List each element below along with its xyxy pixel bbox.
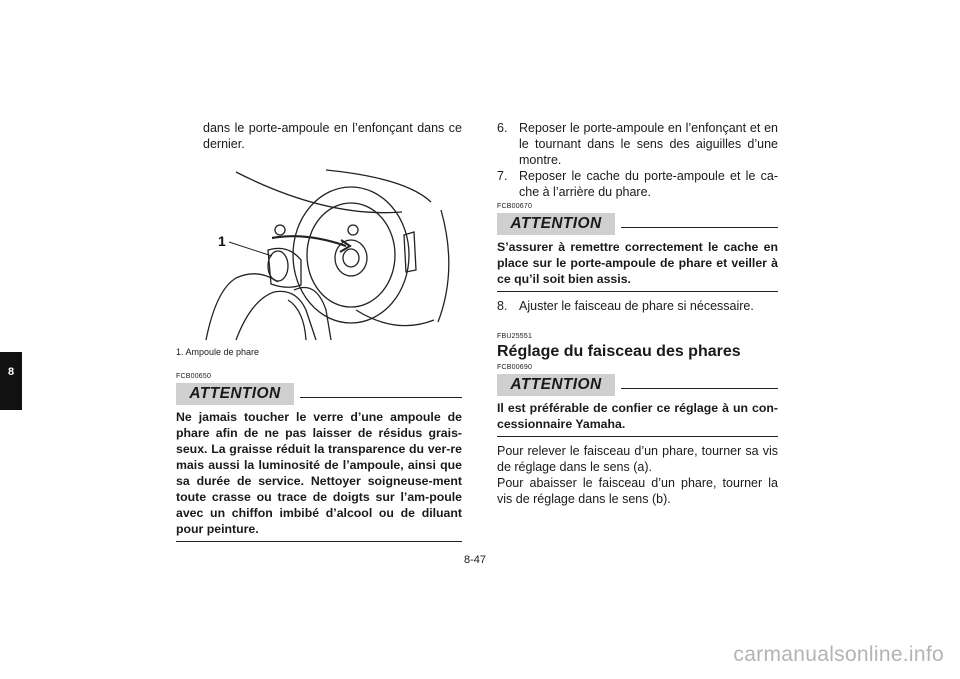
step-number: 7.: [497, 169, 508, 183]
paragraph: Pour relever le faisceau d’un phare, tourner sa vis de réglage dans le sens (a).: [497, 444, 778, 474]
continuation-text: dans le porte-ampoule en l’enfonçant dans ce dernier.: [203, 121, 462, 151]
bulb-illustration: [176, 160, 462, 340]
attention-header: [176, 383, 462, 405]
attention-code: FCB00670: [497, 203, 533, 210]
step-text: Reposer le porte-ampoule en l’enfonçant et en le tournant dans le sens des aiguilles d’une montre.: [519, 121, 778, 167]
figure-label: 1: [218, 233, 226, 249]
attention-header: [497, 213, 778, 235]
attention-rule: [300, 397, 462, 398]
right-column: [497, 120, 778, 507]
step-number: 6.: [497, 121, 508, 135]
chapter-tab: 8: [0, 352, 22, 410]
left-column: [176, 120, 462, 542]
attention-badge: ATTENTION: [176, 383, 294, 405]
step-item: [497, 168, 778, 200]
step-item: [497, 298, 778, 314]
attention-header: [497, 374, 778, 396]
step-text: Reposer le cache du porte-ampoule et le ca-che à l’arrière du phare.: [519, 169, 778, 199]
attention-rule: [621, 227, 778, 228]
figure-caption: 1. Ampoule de phare: [176, 347, 260, 357]
attention-text: S’assurer à remettre correctement le cache en place sur le porte-ampoule de phare et veiller à ce qu’il soit bien assis.: [497, 239, 778, 292]
section-code: FBU25551: [497, 333, 533, 340]
page-number: 8-47: [464, 554, 487, 566]
watermark: carmanualsonline.info: [733, 643, 944, 666]
attention-badge: ATTENTION: [497, 213, 615, 235]
attention-code: FCB00650: [176, 373, 212, 380]
step-number: 8.: [497, 299, 508, 313]
attention-text: Ne jamais toucher le verre d’une ampoule de phare afin de ne pas laisser de résidus grais-seux. La graisse réduit la transparence du ver-re mais aussi la luminosité de l’ampoule, ainsi que sa durée de service. Nettoyer soigneuse-ment toute crasse ou trace de doigts sur l’am-poule avec un chiffon imbibé d’alcool ou de diluant pour peinture.: [176, 409, 462, 542]
step-item: [497, 120, 778, 168]
section-title: Réglage du faisceau des phares: [497, 343, 741, 360]
step-text: Ajuster le faisceau de phare si nécessaire.: [519, 299, 754, 313]
paragraph: Pour abaisser le faisceau d’un phare, tourner la vis de réglage dans le sens (b).: [497, 476, 778, 506]
headlight-bulb-drawing: [176, 160, 462, 340]
attention-code: FCB00690: [497, 364, 533, 371]
attention-badge: ATTENTION: [497, 374, 615, 396]
attention-rule: [621, 388, 778, 389]
attention-text: Il est préférable de confier ce réglage à un con-cessionnaire Yamaha.: [497, 400, 778, 437]
